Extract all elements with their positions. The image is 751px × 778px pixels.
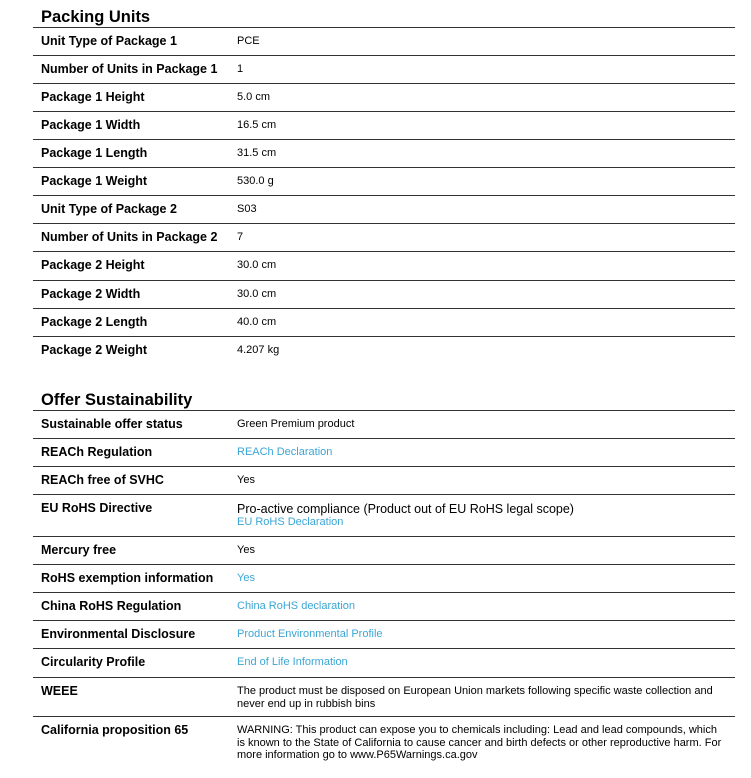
- row-label: Package 2 Height: [41, 258, 145, 272]
- row-value: S03: [237, 203, 257, 215]
- row-label: Number of Units in Package 2: [41, 230, 218, 244]
- table-row: [33, 112, 735, 140]
- table-row: [33, 678, 735, 717]
- row-label: Unit Type of Package 1: [41, 34, 177, 48]
- table-row: [33, 196, 735, 224]
- row-value: Yes: [237, 474, 255, 486]
- table-row: [33, 168, 735, 196]
- packing-units-section: [33, 7, 735, 365]
- row-label: Sustainable offer status: [41, 417, 183, 431]
- row-value: 4.207 kg: [237, 344, 280, 356]
- row-value: 7: [237, 231, 244, 243]
- row-value: 5.0 cm: [237, 91, 271, 103]
- table-row: [33, 309, 735, 337]
- row-label: Package 1 Weight: [41, 174, 148, 188]
- row-label: REACh free of SVHC: [41, 473, 164, 487]
- table-row: [33, 224, 735, 252]
- row-label: China RoHS Regulation: [41, 599, 182, 613]
- offer-sustainability-section: [33, 390, 735, 763]
- row-label: Package 1 Height: [41, 90, 145, 104]
- rohs-exemption-link[interactable]: Yes: [237, 572, 255, 584]
- table-row: [33, 537, 735, 565]
- table-row: [33, 621, 735, 649]
- row-label: Number of Units in Package 1: [41, 62, 218, 76]
- environmental-profile-link[interactable]: Product Environmental Profile: [237, 628, 383, 640]
- row-label: REACh Regulation: [41, 445, 153, 459]
- row-label: WEEE: [41, 684, 78, 698]
- row-label: Package 1 Length: [41, 146, 148, 160]
- row-value: 1: [237, 63, 244, 75]
- table-row: [33, 252, 735, 281]
- row-value: 30.0 cm: [237, 259, 277, 271]
- table-row: [33, 593, 735, 621]
- table-row: [33, 281, 735, 309]
- row-label: Mercury free: [41, 543, 117, 557]
- table-row: [33, 28, 735, 56]
- row-value: 530.0 g: [237, 175, 274, 187]
- row-label: Circularity Profile: [41, 655, 146, 669]
- row-label: Package 2 Length: [41, 315, 148, 329]
- row-label: RoHS exemption information: [41, 571, 214, 585]
- row-value: Yes: [237, 544, 255, 556]
- row-value: 30.0 cm: [237, 288, 277, 300]
- rohs-compliance-text: Pro-active compliance (Product out of EU RoHS legal scope): [237, 502, 574, 516]
- row-label: Package 2 Weight: [41, 343, 148, 357]
- table-row: [33, 56, 735, 84]
- table-row: [33, 565, 735, 593]
- table-row: [33, 411, 735, 439]
- row-value: 40.0 cm: [237, 316, 277, 328]
- row-value: Green Premium product: [237, 418, 355, 430]
- row-label: Unit Type of Package 2: [41, 202, 177, 216]
- table-row: [33, 439, 735, 467]
- row-label: EU RoHS Directive: [41, 501, 153, 515]
- table-row: [33, 495, 735, 537]
- row-label: Package 2 Width: [41, 287, 141, 301]
- reach-declaration-link[interactable]: REACh Declaration: [237, 446, 333, 458]
- china-rohs-declaration-link[interactable]: China RoHS declaration: [237, 600, 356, 612]
- row-label: California proposition 65: [41, 723, 189, 737]
- table-row: [33, 649, 735, 678]
- section-title: Offer Sustainability: [33, 390, 735, 411]
- table-row: [33, 467, 735, 495]
- table-row: [33, 337, 735, 365]
- row-label: Environmental Disclosure: [41, 627, 196, 641]
- row-value: 16.5 cm: [237, 119, 277, 131]
- end-of-life-link[interactable]: End of Life Information: [237, 656, 348, 668]
- table-row: [33, 84, 735, 112]
- table-row: [33, 140, 735, 168]
- row-value: WARNING: This product can expose you to chemicals including: Lead and lead compounds, which is known to the State of California to cause cancer and birth defects or other reproductive harm. For more information go to www.P65Warnings.ca.gov: [237, 724, 722, 761]
- row-label: Package 1 Width: [41, 118, 141, 132]
- table-row: [33, 717, 735, 763]
- row-value: The product must be disposed on European Union markets following specific waste collection and never end up in rubbish bins: [237, 685, 713, 710]
- row-value: 31.5 cm: [237, 147, 277, 159]
- row-value: PCE: [237, 35, 260, 47]
- eu-rohs-declaration-link[interactable]: EU RoHS Declaration: [237, 516, 344, 528]
- section-title: Packing Units: [33, 7, 735, 28]
- row-value: [237, 495, 735, 536]
